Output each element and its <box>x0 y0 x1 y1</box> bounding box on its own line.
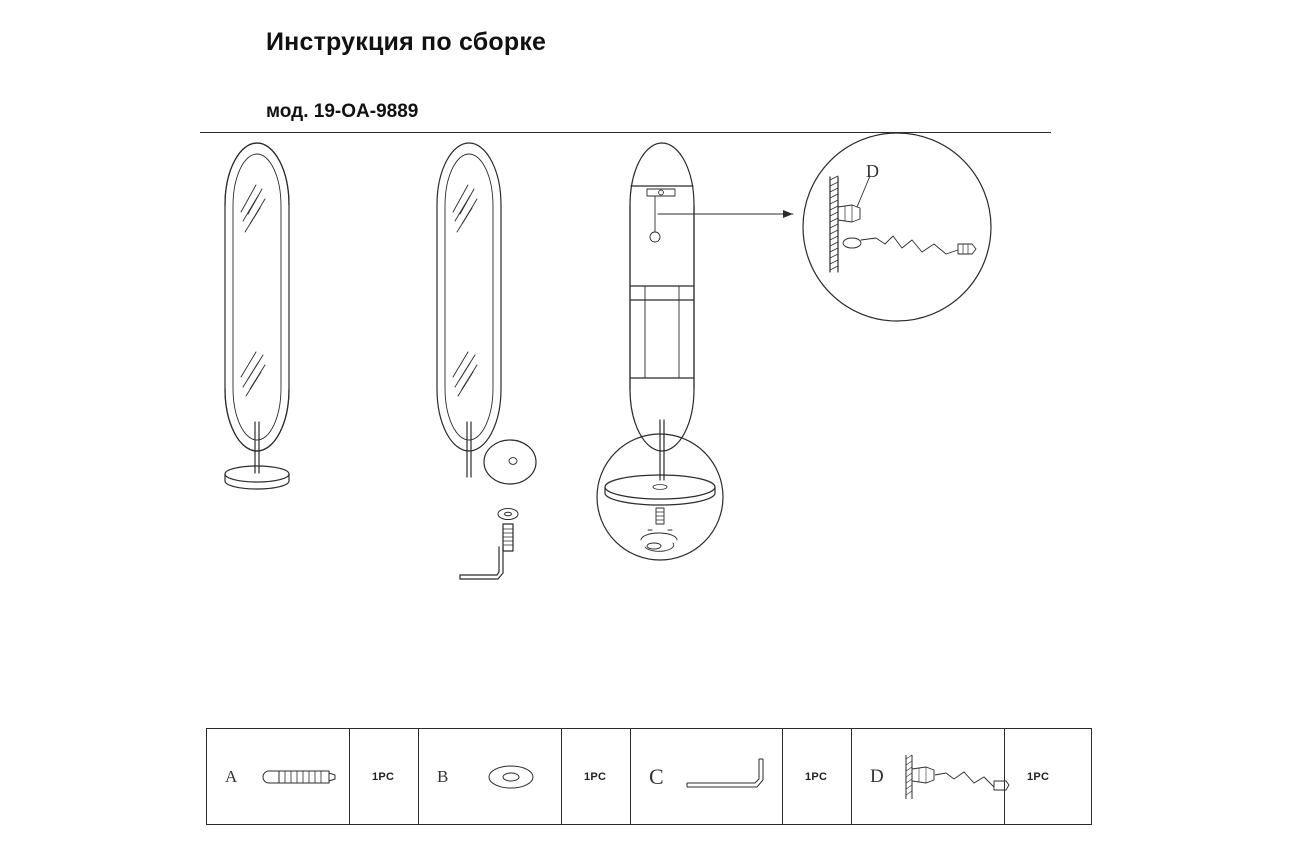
page-title: Инструкция по сборке <box>266 28 547 56</box>
part-letter-d: D <box>870 765 884 787</box>
table-cell-qty-b <box>562 729 631 824</box>
table-cell-part-c <box>631 729 783 824</box>
part-letter-c: C <box>649 763 664 789</box>
quantity-c: 1PC <box>805 770 828 783</box>
table-cell-part-d <box>852 729 1005 824</box>
quantity-a: 1PC <box>372 770 395 783</box>
table-cell-qty-c <box>783 729 852 824</box>
quantity-d: 1PC <box>1027 770 1050 783</box>
screw-icon <box>251 747 349 807</box>
table-cell-qty-a <box>350 729 419 824</box>
part-letter-b: B <box>437 766 449 786</box>
detail-circle-d <box>803 133 991 321</box>
part-letter-a: A <box>225 766 238 786</box>
washer-icon <box>463 747 561 807</box>
parts-table <box>206 728 1092 825</box>
detail-d-label: D <box>866 161 879 181</box>
step-2-illustration <box>437 143 536 579</box>
quantity-b: 1PC <box>584 770 607 783</box>
step-3-illustration <box>630 143 793 480</box>
table-cell-qty-d <box>1005 729 1091 824</box>
wall-anchor-icon <box>896 747 996 807</box>
table-cell-part-b <box>419 729 562 824</box>
table-cell-part-a <box>207 729 350 824</box>
step-1-illustration <box>225 143 289 489</box>
model-number: мод. 19-OA-9889 <box>266 101 419 122</box>
allen-key-icon <box>675 747 775 807</box>
